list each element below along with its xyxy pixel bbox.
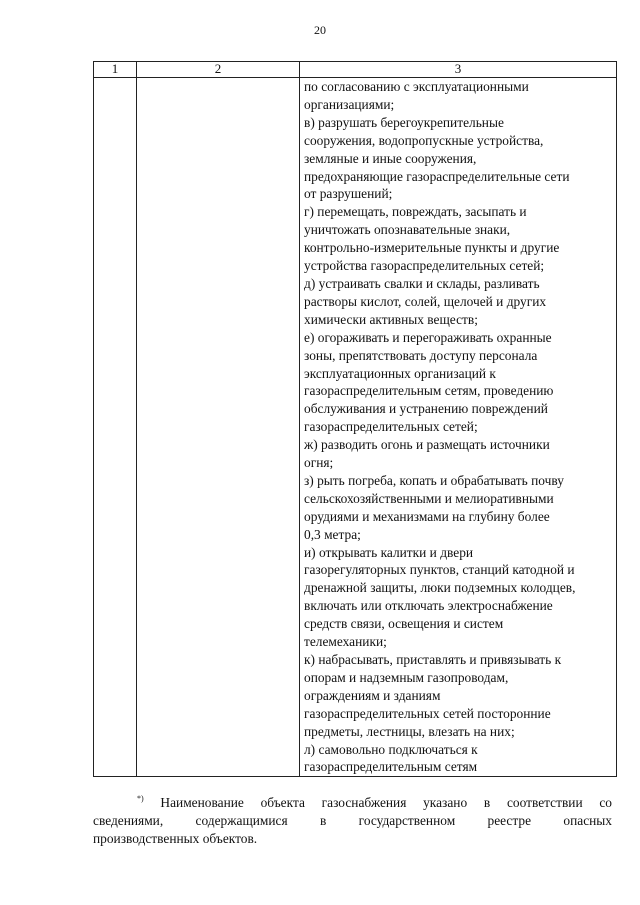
column-header-1: 1	[94, 62, 137, 78]
text-line: газораспределительных сетей посторонние	[304, 705, 551, 721]
table-cell-col3	[300, 78, 617, 777]
text-line: и) открывать калитки и двери	[304, 544, 474, 560]
column-header-2: 2	[137, 62, 300, 78]
footnote-line: *) Наименование объекта газоснабжения указано в соответствии со	[137, 794, 612, 810]
footnote-line: производственных объектов.	[93, 831, 258, 846]
text-line: контрольно-измерительные пункты и другие	[304, 240, 560, 256]
text-line: л) самовольно подключаться к	[304, 741, 478, 757]
footnote	[93, 794, 612, 848]
text-line: уничтожать опознавательные знаки,	[304, 222, 511, 238]
prohibitions-text	[300, 78, 616, 776]
text-line: растворы кислот, солей, щелочей и других	[304, 293, 547, 309]
text-line: ограждениям и зданиям	[304, 687, 441, 703]
text-line: ж) разводить огонь и размещать источники	[304, 437, 550, 453]
text-line: земляные и иные сооружения,	[304, 150, 477, 166]
text-line: г) перемещать, повреждать, засыпать и	[304, 204, 527, 220]
text-line: по согласованию с эксплуатационными	[304, 79, 529, 94]
footnote-marker: *)	[137, 794, 144, 803]
text-line: е) огораживать и перегораживать охранные	[304, 329, 552, 345]
text-line: газораспределительных сетей;	[304, 419, 478, 435]
text-line: орудиями и механизмами на глубину более	[304, 508, 550, 524]
text-line: химически активных веществ;	[304, 311, 478, 327]
text-line: опорам и надземным газопроводам,	[304, 669, 509, 685]
text-line: сельскохозяйственными и мелиоративными	[304, 490, 554, 506]
text-line: включать или отключать электроснабжение	[304, 598, 553, 614]
table-row	[94, 78, 617, 777]
text-line: в) разрушать берегоукрепительные	[304, 114, 504, 130]
text-line: газорегуляторных пунктов, станций катодной и	[304, 562, 575, 578]
page-number: 20	[314, 23, 326, 37]
text-line: от разрушений;	[304, 186, 393, 202]
text-line: дренажной защиты, люки подземных колодцев,	[304, 580, 576, 596]
text-line: средств связи, освещения и систем	[304, 616, 504, 632]
text-line: организациями;	[304, 96, 395, 112]
text-line: газораспределительным сетям, проведению	[304, 383, 554, 399]
text-line: газораспределительным сетям	[304, 759, 478, 775]
text-line: эксплуатационных организаций к	[304, 365, 496, 381]
column-header-3: 3	[300, 62, 617, 78]
text-line: устройства газораспределительных сетей;	[304, 258, 545, 274]
text-line: телемеханики;	[304, 634, 387, 650]
document-table	[93, 61, 617, 777]
table-cell-col2	[137, 78, 300, 777]
footnote-line: сведениями, содержащимися в государственном реестре опасных	[93, 813, 612, 828]
text-line: з) рыть погреба, копать и обрабатывать почву	[304, 472, 564, 488]
text-line: обслуживания и устранению повреждений	[304, 401, 548, 417]
text-line: 0,3 метра;	[304, 526, 361, 542]
table-cell-col1	[94, 78, 137, 777]
text-line: предметы, лестницы, влезать на них;	[304, 723, 515, 739]
text-line: предохраняющие газораспределительные сети	[304, 168, 570, 184]
text-line: сооружения, водопропускные устройства,	[304, 132, 544, 148]
text-line: д) устраивать свалки и склады, разливать	[304, 275, 540, 291]
text-line: к) набрасывать, приставлять и привязывать к	[304, 652, 562, 667]
text-line: огня;	[304, 455, 334, 471]
text-line: зоны, препятствовать доступу персонала	[304, 347, 538, 363]
table-header-row	[94, 62, 617, 78]
